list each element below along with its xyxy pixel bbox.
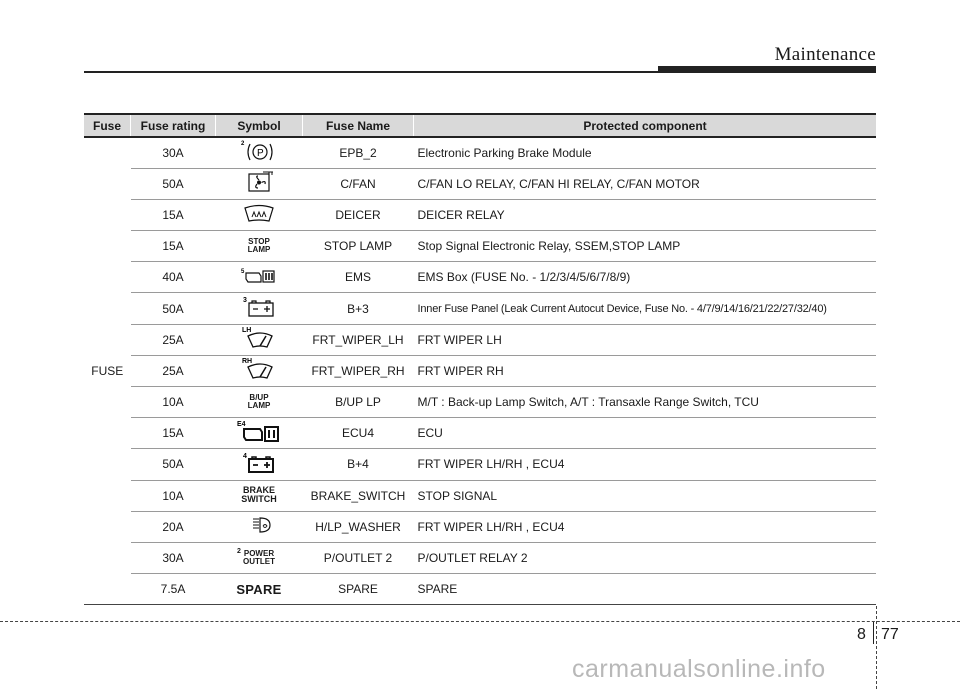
battery-icon — [239, 295, 279, 322]
column-header-fuse: Fuse — [84, 114, 131, 137]
fuse-name-cell: SPARE — [303, 574, 414, 605]
fuse-rating-cell: 15A — [131, 418, 216, 449]
footer-dashed-line — [0, 621, 960, 622]
footer-vertical-dashed-line — [876, 606, 877, 689]
table-row — [84, 137, 876, 168]
cooling-fan-icon — [239, 170, 279, 197]
symbol-cell — [216, 449, 303, 480]
protected-component-cell: M/T : Back-up Lamp Switch, A/T : Transaxle Range Switch, TCU — [414, 387, 877, 418]
symbol-cell — [216, 418, 303, 449]
table-row — [84, 542, 876, 573]
headlamp-washer-icon — [239, 513, 279, 540]
protected-component-cell: SPARE — [414, 574, 877, 605]
protected-component-cell: P/OUTLET RELAY 2 — [414, 542, 877, 573]
fuse-name-cell: FRT_WIPER_RH — [303, 355, 414, 386]
fuse-rating-cell: 10A — [131, 387, 216, 418]
protected-component-cell: FRT WIPER RH — [414, 355, 877, 386]
fuse-name-cell: FRT_WIPER_LH — [303, 324, 414, 355]
fuse-rating-cell: 7.5A — [131, 574, 216, 605]
symbol-cell — [216, 293, 303, 324]
table-row — [84, 293, 876, 324]
fuse-rating-cell: 15A — [131, 199, 216, 230]
protected-component-cell: Electronic Parking Brake Module — [414, 137, 877, 168]
fuse-rating-cell: 10A — [131, 480, 216, 511]
fuse-rating-cell: 20A — [131, 511, 216, 542]
symbol-number: RH — [242, 358, 253, 366]
power-outlet-label: POWER OUTLET — [243, 548, 275, 566]
symbol-number: 3 — [243, 297, 247, 305]
symbol-number: LH — [242, 327, 252, 335]
protected-component-cell: EMS Box (FUSE No. - 1/2/3/4/5/6/7/8/9) — [414, 262, 877, 293]
fuse-rating-cell: 40A — [131, 262, 216, 293]
table-row — [84, 168, 876, 199]
symbol-number: E4 — [237, 420, 246, 428]
fuse-rating-cell: 50A — [131, 449, 216, 480]
fuse-table — [84, 113, 876, 605]
spare-symbol: SPARE — [236, 581, 282, 597]
header-bar — [658, 66, 876, 73]
engine-ecu-icon — [236, 419, 282, 448]
fuse-rating-cell: 50A — [131, 168, 216, 199]
symbol-cell — [216, 480, 303, 511]
table-row — [84, 480, 876, 511]
fuse-name-cell: DEICER — [303, 199, 414, 230]
fuse-name-cell: B+3 — [303, 293, 414, 324]
fuse-rating-cell: 30A — [131, 542, 216, 573]
fuse-name-cell: P/OUTLET 2 — [303, 542, 414, 573]
fuse-name-cell: EMS — [303, 262, 414, 293]
protected-component-cell: FRT WIPER LH — [414, 324, 877, 355]
table-row — [84, 387, 876, 418]
table-row — [84, 262, 876, 293]
symbol-cell — [216, 137, 303, 168]
table-row — [84, 418, 876, 449]
protected-component-cell: FRT WIPER LH/RH , ECU4 — [414, 449, 877, 480]
header-rule — [84, 71, 658, 73]
stop-lamp-symbol: STOP LAMP — [247, 236, 271, 254]
power-outlet-symbol — [237, 547, 275, 567]
brake-switch-symbol: BRAKE SWITCH — [241, 485, 277, 505]
table-row — [84, 355, 876, 386]
page-title: Maintenance — [774, 44, 876, 65]
battery-icon — [239, 451, 279, 478]
table-row — [84, 449, 876, 480]
symbol-cell — [216, 168, 303, 199]
table-row — [84, 199, 876, 230]
page-number-separator — [873, 622, 874, 644]
protected-component-cell: Inner Fuse Panel (Leak Current Autocut Device, Fuse No. - 4/7/9/14/16/21/22/27/32/40) — [414, 293, 877, 324]
protected-component-cell: C/FAN LO RELAY, C/FAN HI RELAY, C/FAN MOTOR — [414, 168, 877, 199]
fuse-name-cell: ECU4 — [303, 418, 414, 449]
column-header-fuse-name: Fuse Name — [303, 114, 414, 137]
symbol-number: 5 — [241, 268, 245, 275]
column-header-fuse-rating: Fuse rating — [131, 114, 216, 137]
fuse-name-cell: H/LP_WASHER — [303, 511, 414, 542]
protected-component-cell: DEICER RELAY — [414, 199, 877, 230]
fuse-rating-cell: 25A — [131, 324, 216, 355]
symbol-number: 4 — [243, 452, 247, 460]
chapter-number: 8 — [857, 626, 866, 643]
svg-text:2: 2 — [241, 141, 245, 148]
symbol-cell — [216, 542, 303, 573]
symbol-cell — [216, 199, 303, 230]
fuse-name-cell: C/FAN — [303, 168, 414, 199]
symbol-cell — [216, 387, 303, 418]
defroster-icon — [239, 201, 279, 228]
table-row — [84, 574, 876, 605]
page-number: 77 — [881, 626, 899, 643]
table-row — [84, 511, 876, 542]
table-row — [84, 231, 876, 262]
symbol-cell — [216, 262, 303, 293]
protected-component-cell: STOP SIGNAL — [414, 480, 877, 511]
symbol-number: 2 — [237, 547, 241, 555]
symbol-cell — [216, 574, 303, 605]
wiper-icon — [239, 356, 279, 385]
fuse-rating-cell: 15A — [131, 231, 216, 262]
table-row — [84, 324, 876, 355]
symbol-cell — [216, 324, 303, 355]
fuse-name-cell: BRAKE_SWITCH — [303, 480, 414, 511]
symbol-cell — [216, 511, 303, 542]
table-header-row — [84, 114, 876, 137]
fuse-rating-cell: 25A — [131, 355, 216, 386]
protected-component-cell: Stop Signal Electronic Relay, SSEM,STOP LAMP — [414, 231, 877, 262]
svg-text:P: P — [257, 148, 264, 160]
parking-brake-icon — [239, 139, 279, 166]
fuse-name-cell: B+4 — [303, 449, 414, 480]
watermark: carmanualsonline.info — [572, 655, 826, 683]
fuse-rating-cell: 50A — [131, 293, 216, 324]
symbol-cell — [216, 231, 303, 262]
engine-ems-icon — [239, 264, 279, 291]
fuse-name-cell: STOP LAMP — [303, 231, 414, 262]
fuse-name-cell: EPB_2 — [303, 137, 414, 168]
fuse-rating-cell: 30A — [131, 137, 216, 168]
backup-lamp-symbol: B/UP LAMP — [247, 392, 271, 410]
wiper-icon — [239, 325, 279, 354]
symbol-cell — [216, 355, 303, 386]
column-header-symbol: Symbol — [216, 114, 303, 137]
protected-component-cell: FRT WIPER LH/RH , ECU4 — [414, 511, 877, 542]
fuse-group-cell: FUSE — [84, 137, 131, 605]
column-header-protected-component: Protected component — [414, 114, 877, 137]
protected-component-cell: ECU — [414, 418, 877, 449]
fuse-name-cell: B/UP LP — [303, 387, 414, 418]
